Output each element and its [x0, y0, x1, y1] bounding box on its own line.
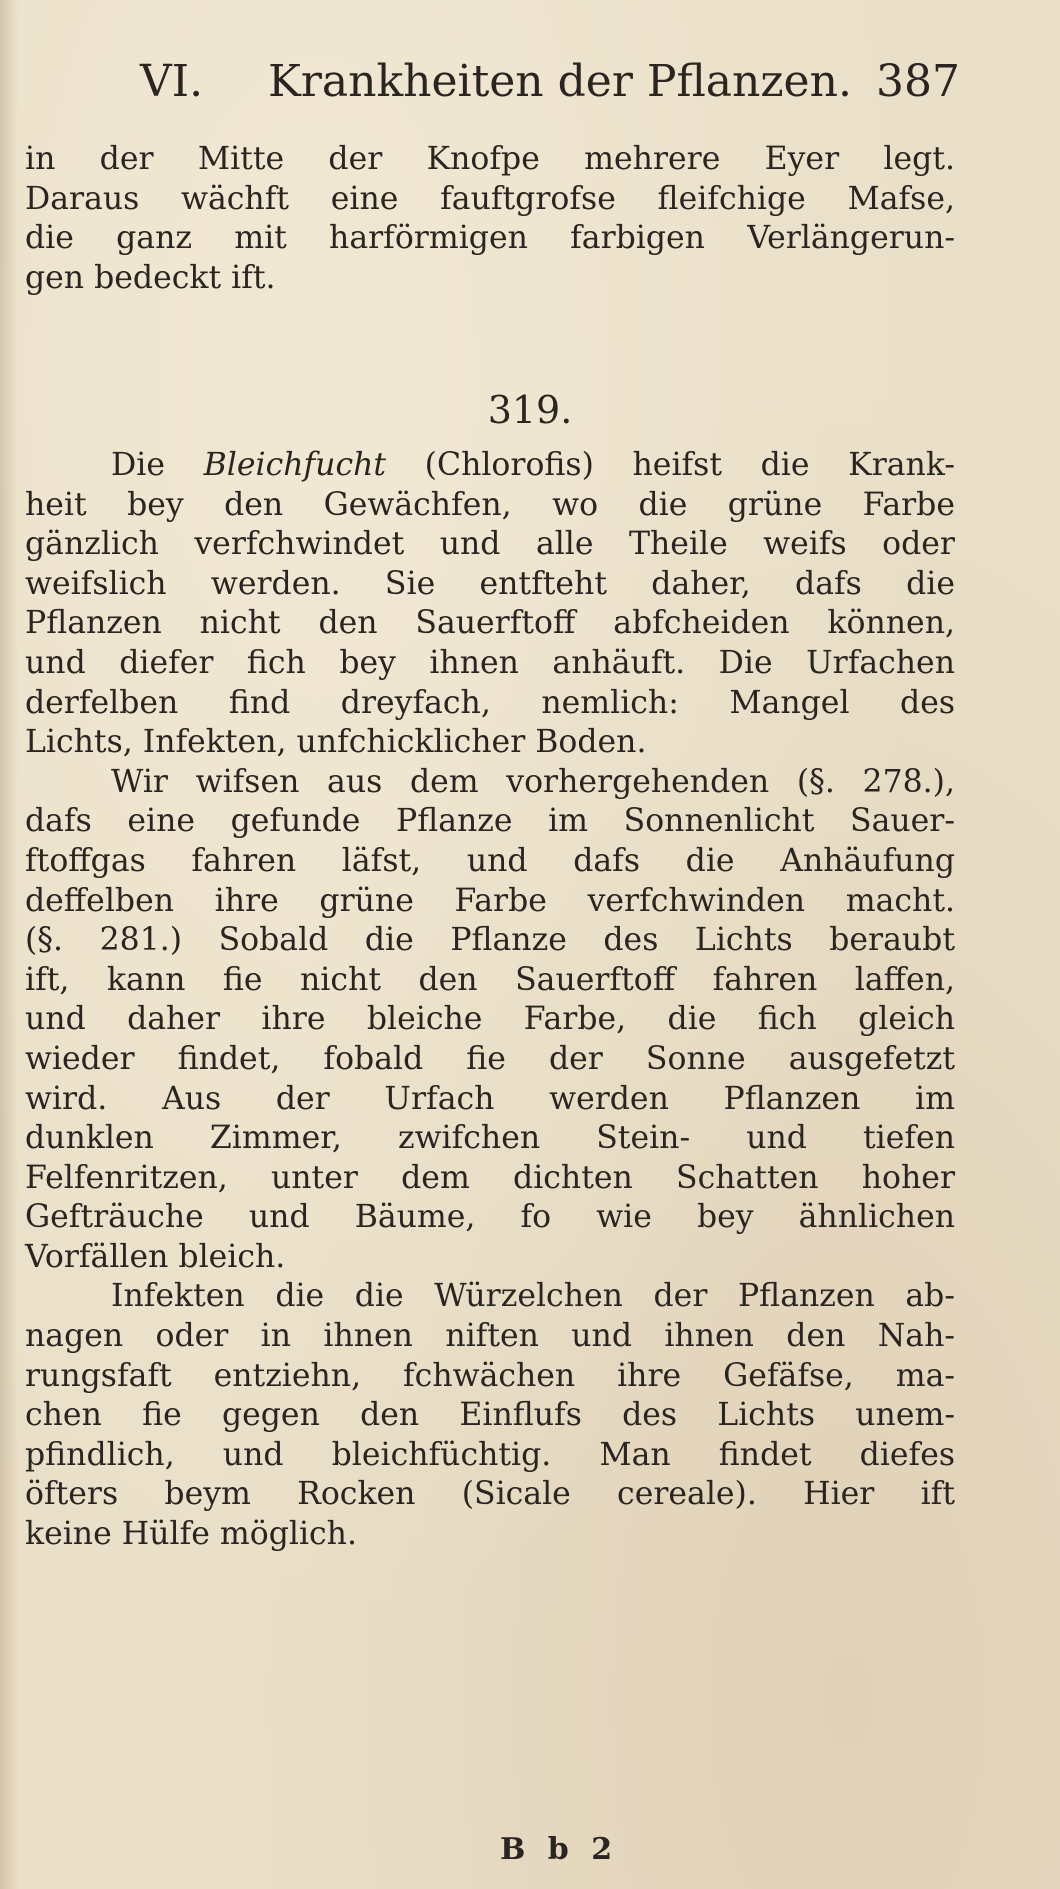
line-rest: (Chlorofis) heifst die Krank- — [424, 447, 955, 483]
text-line: Felfenritzen, unter dem dichten Schatten hoher — [25, 1159, 955, 1196]
text-line: gänzlich verfchwindet und alle Theile weifs oder — [25, 526, 955, 563]
section-body — [25, 446, 955, 1555]
text-line: Daraus wächft eine fauftgrofse fleifchige Mafse, — [25, 180, 955, 217]
text-line: und diefer fich bey ihnen anhäuft. Die Urfachen — [25, 644, 955, 681]
text-line: ift, kann fie nicht den Sauerftoff fahren laffen, — [25, 961, 955, 998]
text-line: öfters beym Rocken (Sicale cereale). Hier ift — [25, 1476, 955, 1513]
text-line: dunklen Zimmer, zwifchen Stein- und tiefen — [25, 1120, 955, 1157]
text-line: derfelben find dreyfach, nemlich: Mangel des — [25, 684, 955, 721]
text-line: ftoffgas fahren läfst, und dafs die Anhäufung — [25, 842, 955, 879]
paragraph-first-line: Wir wifsen aus dem vorhergehenden (§. 278.), — [111, 763, 955, 800]
text-line: deffelben ihre grüne Farbe verfchwinden macht. — [25, 882, 955, 919]
chapter-title: Krankheiten der Pflanzen. — [268, 56, 852, 107]
text-line: Pflanzen nicht den Sauerftoff abfcheiden können, — [25, 605, 955, 642]
text-line: rungsfaft entziehn, fchwächen ihre Gefäfse, ma- — [25, 1357, 955, 1394]
text-line: die ganz mit harförmigen farbigen Verlängerun- — [25, 220, 955, 257]
top-paragraph — [25, 140, 955, 298]
section-number: 319. — [487, 388, 573, 432]
text-line: Vorfällen bleich. — [25, 1238, 286, 1275]
text-line: keine Hülfe möglich. — [25, 1516, 357, 1553]
text-line: und daher ihre bleiche Farbe, die fich gleich — [25, 1001, 955, 1038]
text-line: (§. 281.) Sobald die Pflanze des Lichts beraubt — [25, 922, 955, 959]
text-line: Gefträuche und Bäume, fo wie bey ähnlichen — [25, 1199, 955, 1236]
text-line: pfindlich, und bleichfüchtig. Man findet diefes — [25, 1436, 955, 1473]
signature-mark: B b 2 — [500, 1832, 619, 1867]
running-head — [140, 52, 960, 112]
text-line: nagen oder in ihnen niften und ihnen den Nah- — [25, 1318, 955, 1355]
text-line: in der Mitte der Knofpe mehrere Eyer legt. — [25, 141, 955, 177]
text-line: gen bedeckt ift. — [25, 259, 276, 296]
page-number: 387 — [876, 56, 960, 107]
text-line: weifslich werden. Sie entfteht daher, dafs die — [25, 565, 955, 602]
chapter-number: VI. — [140, 56, 204, 107]
text-line: Lichts, Infekten, unfchicklicher Boden. — [25, 724, 647, 761]
text-line: wird. Aus der Urfach werden Pflanzen im — [25, 1080, 955, 1117]
text-line: wieder findet, fobald fie der Sonne ausgefetzt — [25, 1040, 955, 1077]
line-prefix: Die — [111, 447, 165, 483]
paragraph-first-line: Infekten die die Würzelchen der Pflanzen ab- — [111, 1278, 955, 1315]
text-line: dafs eine gefunde Pflanze im Sonnenlicht Sauer- — [25, 803, 955, 840]
section-first-line — [25, 446, 955, 486]
text-line: chen fie gegen den Einflufs des Lichts unem- — [25, 1397, 955, 1434]
italic-term: Bleichfucht — [203, 447, 387, 483]
text-line: heit bey den Gewächfen, wo die grüne Farbe — [25, 486, 955, 523]
